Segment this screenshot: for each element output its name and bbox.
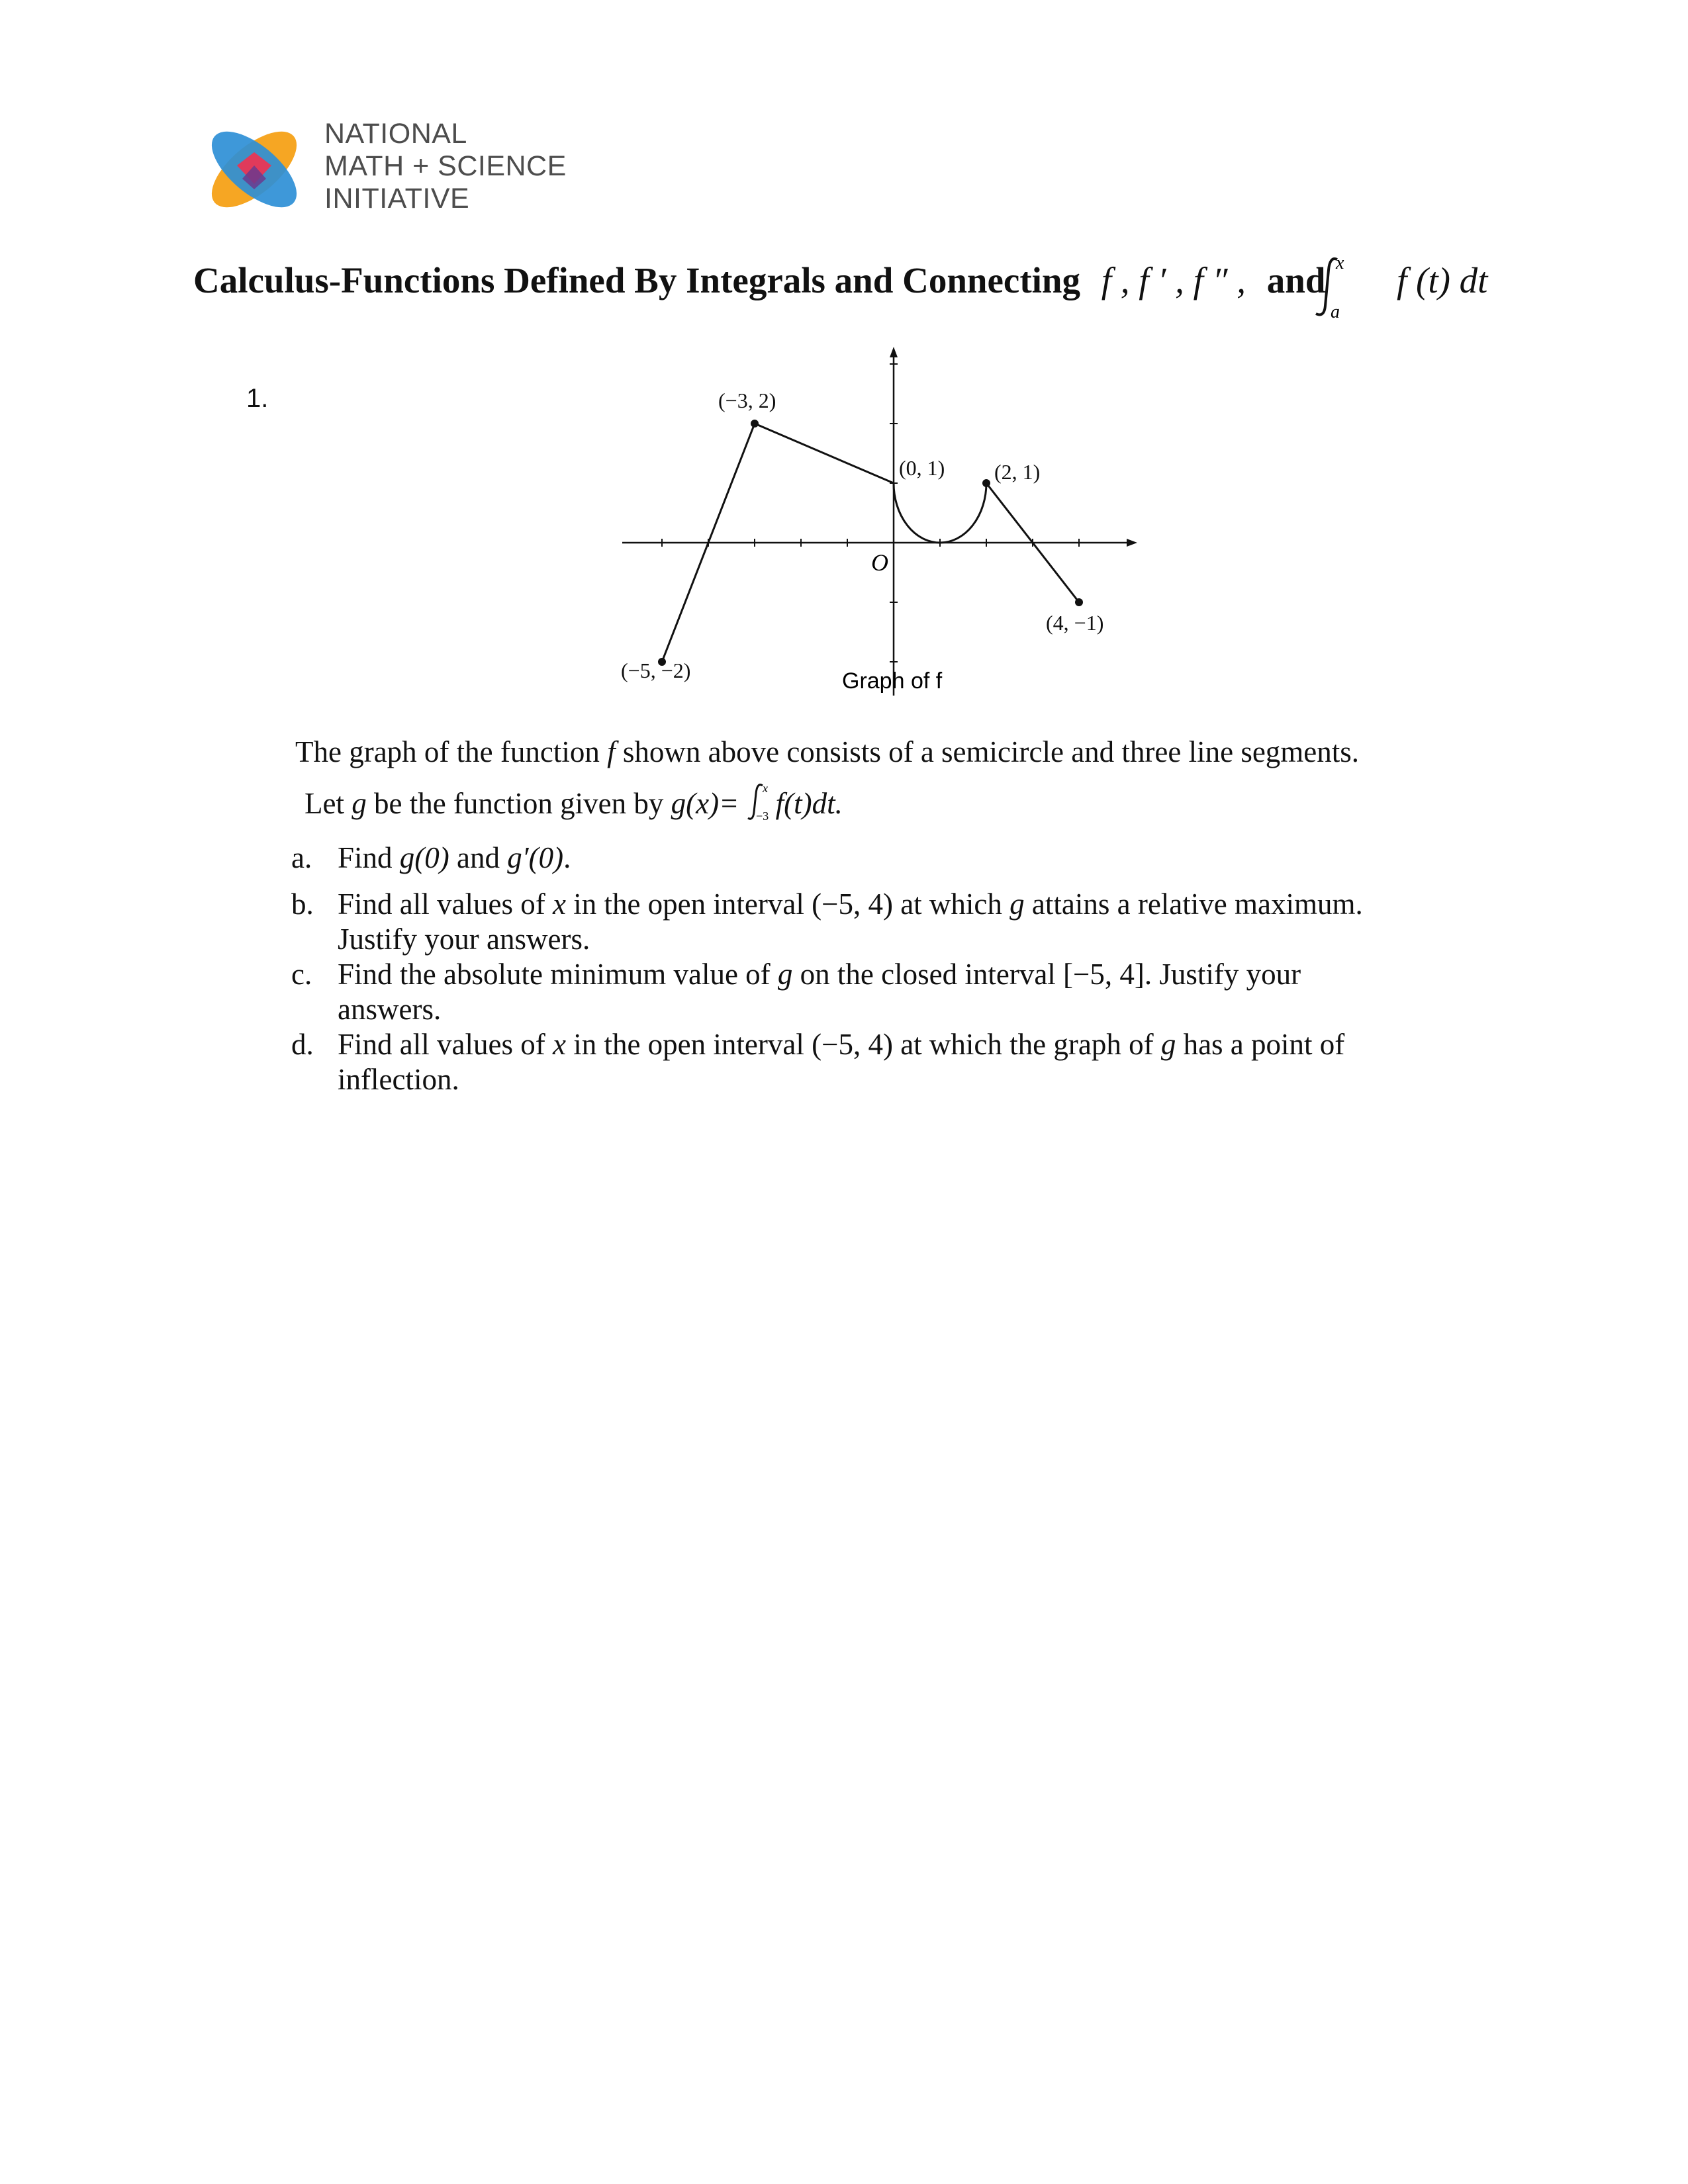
point-4 (1075, 598, 1083, 606)
integral-sign-icon (1311, 254, 1350, 320)
title-functions: f , f ′ , f ″ , (1101, 260, 1246, 300)
title-integral-lower: a (1331, 302, 1340, 322)
semicircle-2 (894, 483, 986, 543)
y-axis-arrow-icon (890, 347, 898, 357)
title-integrand: f (t) dt (1396, 260, 1488, 300)
point-label-2: (0, 1) (899, 456, 945, 480)
part-b: b. Find all values of x in the open interval (−5, 4) at which g attains a relative maximum. Justify your answers. (291, 887, 1363, 956)
point-label-4: (4, −1) (1046, 611, 1104, 635)
point-label-1: (−3, 2) (718, 388, 776, 412)
nmsi-x-logo-icon (201, 116, 307, 222)
part-c: c. Find the absolute minimum value of g on the closed interval [−5, 4]. Justify your answers. (291, 958, 1301, 1026)
integral-sign-icon (747, 782, 776, 823)
origin-label: O (871, 549, 888, 576)
title-text: Calculus-Functions Defined By Integrals and Connecting (193, 260, 1081, 300)
point-label-3: (2, 1) (994, 460, 1041, 484)
nmsi-logo (201, 114, 598, 226)
logo-line-3: INITIATIVE (324, 183, 470, 214)
logo-line-2: MATH + SCIENCE (324, 150, 567, 182)
point-label-0: (−5, −2) (621, 659, 691, 682)
part-d: d. Find all values of x in the open interval (−5, 4) at which the graph of g has a point of inflection. (291, 1028, 1345, 1096)
graph-axes (622, 347, 1137, 696)
prompt-integral-lower: −3 (755, 809, 769, 823)
graph-title: Graph of f (842, 668, 943, 694)
title-and: and (1266, 260, 1326, 300)
question-number: 1. (246, 384, 269, 413)
logo-line-1: NATIONAL (324, 118, 467, 150)
point-3 (982, 479, 990, 487)
title-integral-upper: x (1336, 253, 1344, 273)
page-title (193, 251, 1524, 324)
graph-labels (621, 388, 1103, 682)
segment-1 (755, 424, 894, 483)
point-1 (751, 420, 759, 428)
prompt-line-1: The graph of the function f shown above consists of a semicircle and three line segments. (295, 735, 1360, 768)
question-parts (291, 841, 1483, 1097)
prompt-integral-upper: x (762, 782, 768, 795)
prompt-line-2: Let g be the function given by g(x)= x −3 f(t)dt. (305, 782, 843, 823)
logo-wordmark (324, 118, 567, 215)
x-axis-arrow-icon (1127, 539, 1137, 547)
graph-of-f (621, 384, 1139, 715)
part-a: a. Find g(0) and g′(0). (291, 841, 571, 874)
